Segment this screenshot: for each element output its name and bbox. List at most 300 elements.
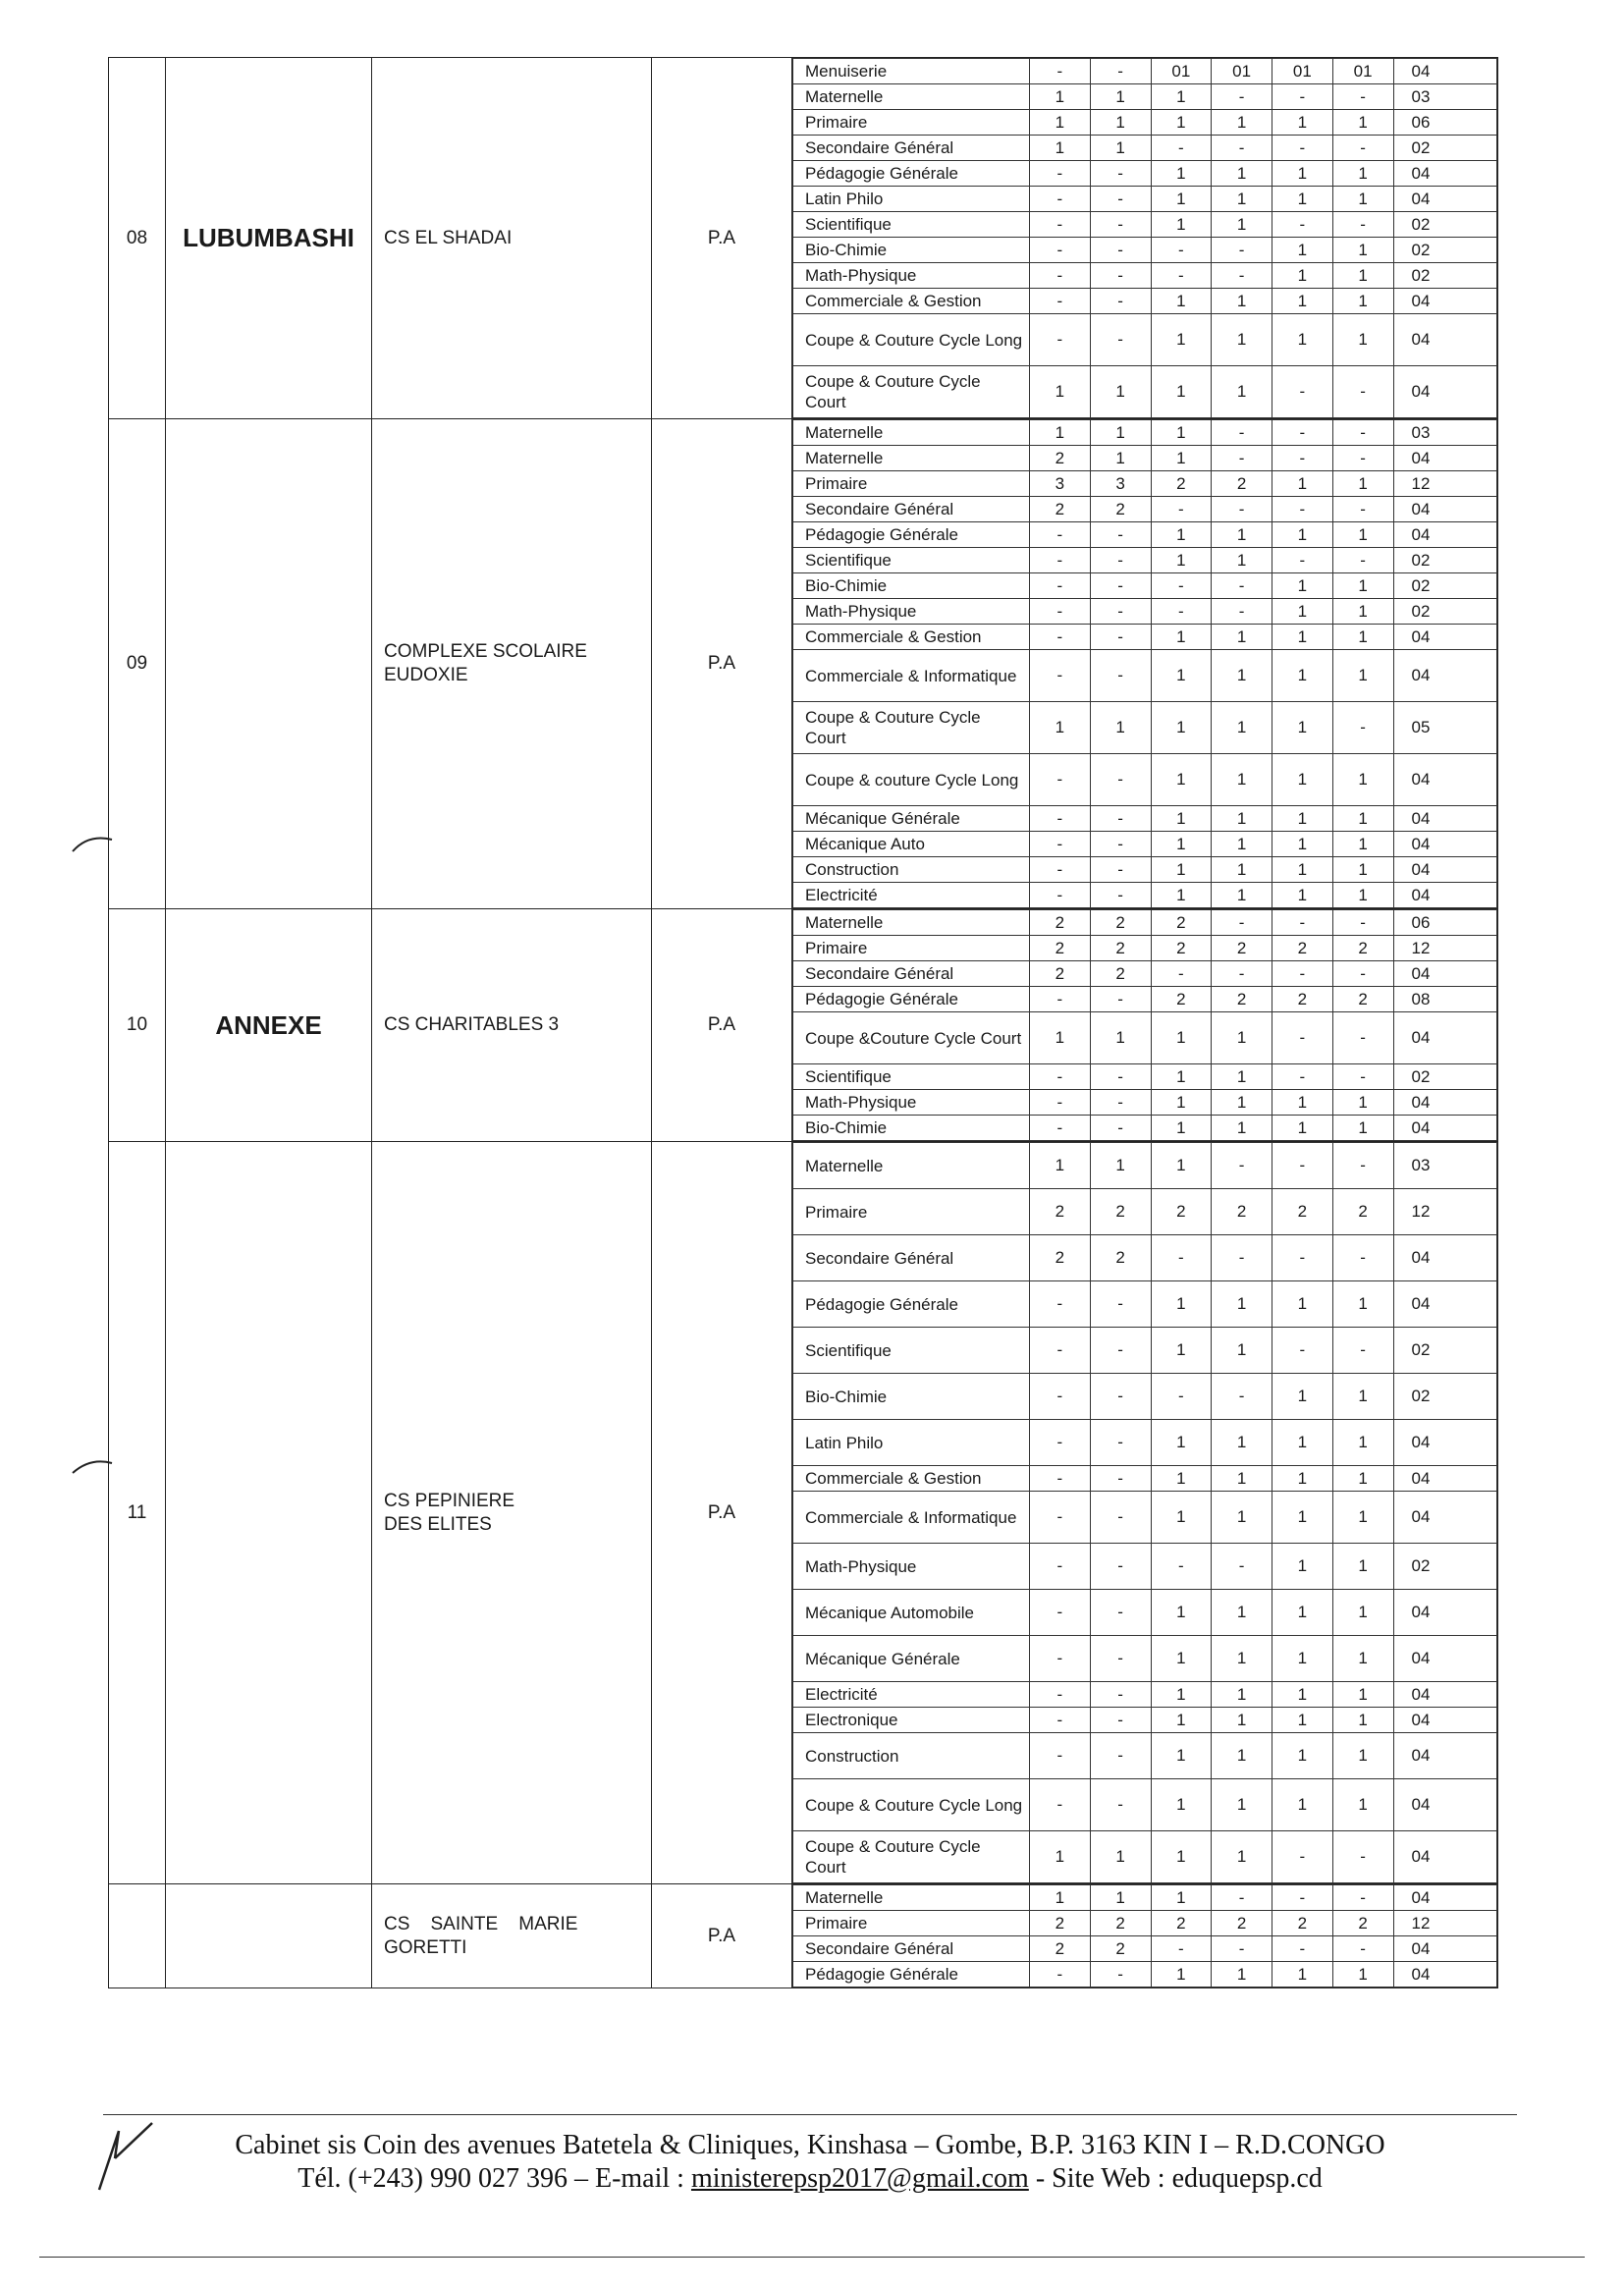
year-count-cell: - [1030,987,1091,1012]
year-count-cell: - [1212,1936,1272,1962]
class-row [793,832,1497,857]
year-count-cell: 1 [1151,110,1212,136]
total-cell: 04 [1393,1235,1497,1281]
year-count-cell: - [1332,1328,1393,1374]
year-count-cell: 2 [1090,497,1151,522]
year-count-cell: 1 [1332,883,1393,908]
total-cell: 04 [1393,161,1497,187]
year-count-cell: 1 [1151,625,1212,650]
year-count-cell: 1 [1030,136,1091,161]
year-count-cell: - [1332,1936,1393,1962]
total-cell: 04 [1393,806,1497,832]
year-count-cell: 1 [1272,625,1333,650]
year-count-cell: 2 [1272,936,1333,961]
year-count-cell: - [1090,1090,1151,1116]
class-grid [792,1884,1498,1988]
class-row [793,1328,1497,1374]
year-count-cell: 1 [1151,289,1212,314]
year-count-cell: 1 [1090,366,1151,418]
total-cell: 02 [1393,212,1497,238]
year-count-cell: - [1030,1492,1091,1544]
year-count-cell: - [1212,446,1272,471]
total-cell: 03 [1393,84,1497,110]
year-count-cell: - [1030,1682,1091,1708]
year-count-cell: 1 [1030,110,1091,136]
total-cell: 02 [1393,136,1497,161]
year-count-cell: 1 [1212,1328,1272,1374]
row-number [109,1884,166,1988]
year-count-cell: - [1332,961,1393,987]
filiere-label: Coupe & Couture Cycle Court [793,702,1030,754]
class-row [793,1590,1497,1636]
year-count-cell: 1 [1332,1962,1393,1988]
year-count-cell: 1 [1272,187,1333,212]
year-count-cell: - [1090,1328,1151,1374]
year-count-cell: 1 [1151,522,1212,548]
class-row [793,1189,1497,1235]
year-count-cell: 1 [1090,84,1151,110]
year-count-cell: 1 [1030,1012,1091,1064]
year-count-cell: 2 [1332,1189,1393,1235]
year-count-cell: 1 [1151,1143,1212,1189]
total-cell: 04 [1393,1281,1497,1328]
year-count-cell: - [1030,1636,1091,1682]
filiere-label: Maternelle [793,420,1030,446]
year-count-cell: 1 [1151,1708,1212,1733]
year-count-cell: - [1212,420,1272,446]
class-row [793,1708,1497,1733]
total-cell: 04 [1393,1466,1497,1492]
year-count-cell: - [1272,1064,1333,1090]
total-cell: 04 [1393,1420,1497,1466]
year-count-cell: - [1030,883,1091,908]
year-count-cell: 2 [1090,936,1151,961]
school-block-row [109,1142,1498,1884]
year-count-cell: 1 [1090,1831,1151,1883]
year-count-cell: - [1030,1328,1091,1374]
class-row [793,1831,1497,1883]
total-cell: 02 [1393,548,1497,573]
total-cell: 04 [1393,883,1497,908]
classes-subtable [792,909,1497,1141]
year-count-cell: 1 [1212,1962,1272,1988]
year-count-cell: 1 [1151,1420,1212,1466]
year-count-cell: 2 [1030,446,1091,471]
year-count-cell: 1 [1151,754,1212,806]
year-count-cell: 1 [1272,1492,1333,1544]
total-cell: 12 [1393,1911,1497,1936]
year-count-cell: - [1272,446,1333,471]
year-count-cell: 1 [1332,1590,1393,1636]
filiere-label: Commerciale & Gestion [793,289,1030,314]
year-count-cell: 1 [1272,650,1333,702]
filiere-label: Math-Physique [793,1544,1030,1590]
school-block-row [109,419,1498,909]
filiere-label: Latin Philo [793,1420,1030,1466]
year-count-cell: 1 [1151,1779,1212,1831]
year-count-cell: 1 [1151,187,1212,212]
year-count-cell: 1 [1212,366,1272,418]
class-row [793,1116,1497,1141]
year-count-cell: 1 [1272,806,1333,832]
class-row [793,1012,1497,1064]
year-count-cell: - [1212,1374,1272,1420]
filiere-label: Pédagogie Générale [793,987,1030,1012]
class-row [793,84,1497,110]
year-count-cell: 2 [1212,987,1272,1012]
year-count-cell: 1 [1332,599,1393,625]
footer [103,2114,1517,2196]
filiere-label: Maternelle [793,1143,1030,1189]
year-count-cell: 1 [1332,1682,1393,1708]
year-count-cell: 1 [1272,1733,1333,1779]
year-count-cell: 1 [1332,471,1393,497]
year-count-cell: 1 [1212,110,1272,136]
filiere-label: Commerciale & Gestion [793,1466,1030,1492]
total-cell: 02 [1393,1064,1497,1090]
total-cell: 02 [1393,1544,1497,1590]
filiere-label: Primaire [793,110,1030,136]
total-cell: 02 [1393,238,1497,263]
year-count-cell: 1 [1212,806,1272,832]
year-count-cell: 1 [1272,702,1333,754]
year-count-cell: - [1030,522,1091,548]
year-count-cell: 1 [1030,420,1091,446]
class-grid [792,58,1498,419]
year-count-cell: 1 [1151,84,1212,110]
year-count-cell: 2 [1090,910,1151,936]
filiere-label: Mécanique Automobile [793,1590,1030,1636]
filiere-label: Commerciale & Gestion [793,625,1030,650]
total-cell: 04 [1393,1682,1497,1708]
year-count-cell: - [1030,1590,1091,1636]
year-count-cell: 1 [1151,702,1212,754]
filiere-label: Maternelle [793,1885,1030,1911]
school-name [372,1884,652,1988]
total-cell: 04 [1393,446,1497,471]
year-count-cell: - [1030,599,1091,625]
year-count-cell: 1 [1212,1466,1272,1492]
year-count-cell: - [1090,314,1151,366]
year-count-cell: 1 [1332,1374,1393,1420]
year-count-cell: 1 [1272,161,1333,187]
year-count-cell: 1 [1332,857,1393,883]
year-count-cell: 2 [1151,1911,1212,1936]
filiere-label: Mécanique Auto [793,832,1030,857]
year-count-cell: - [1030,1466,1091,1492]
year-count-cell: - [1332,446,1393,471]
year-count-cell: - [1030,573,1091,599]
filiere-label: Bio-Chimie [793,1116,1030,1141]
year-count-cell: 1 [1212,1831,1272,1883]
year-count-cell: 1 [1212,187,1272,212]
year-count-cell: - [1090,1636,1151,1682]
classes-subtable [792,419,1497,908]
year-count-cell: 1 [1332,650,1393,702]
filiere-label: Secondaire Général [793,497,1030,522]
total-cell: 04 [1393,1116,1497,1141]
year-count-cell: - [1030,857,1091,883]
total-cell: 04 [1393,832,1497,857]
year-count-cell: 1 [1332,1492,1393,1544]
class-row [793,806,1497,832]
filiere-label: Bio-Chimie [793,573,1030,599]
class-row [793,161,1497,187]
year-count-cell: 1 [1090,1143,1151,1189]
year-count-cell: 2 [1090,961,1151,987]
school-name-line: CS PEPINIERE [384,1490,515,1511]
year-count-cell: 1 [1151,1090,1212,1116]
class-row [793,446,1497,471]
filiere-label: Primaire [793,1189,1030,1235]
filiere-label: Coupe & Couture Cycle Court [793,366,1030,418]
year-count-cell: - [1151,1235,1212,1281]
year-count-cell: 1 [1212,1590,1272,1636]
class-row [793,136,1497,161]
year-count-cell: 1 [1151,832,1212,857]
year-count-cell: 1 [1272,471,1333,497]
year-count-cell: 1 [1332,1544,1393,1590]
class-row [793,883,1497,908]
year-count-cell: - [1272,497,1333,522]
year-count-cell: - [1090,212,1151,238]
school-block-row [109,909,1498,1142]
footer-email-link[interactable]: ministerepsp2017@gmail.com [690,2163,1029,2194]
year-count-cell: 1 [1090,446,1151,471]
year-count-cell: - [1030,1420,1091,1466]
year-count-cell: - [1272,366,1333,418]
filiere-label: Pédagogie Générale [793,1962,1030,1988]
year-count-cell: 1 [1332,314,1393,366]
year-count-cell: 2 [1212,936,1272,961]
year-count-cell: - [1090,883,1151,908]
year-count-cell: 1 [1212,1012,1272,1064]
regime: P.A [652,909,792,1142]
year-count-cell: 1 [1151,420,1212,446]
year-count-cell: 01 [1272,59,1333,84]
total-cell: 04 [1393,366,1497,418]
year-count-cell: 1 [1272,1779,1333,1831]
year-count-cell: - [1090,1420,1151,1466]
year-count-cell: 1 [1151,446,1212,471]
year-count-cell: 1 [1332,806,1393,832]
year-count-cell: - [1212,599,1272,625]
total-cell: 02 [1393,1328,1497,1374]
year-count-cell: 1 [1332,187,1393,212]
year-count-cell: 1 [1212,702,1272,754]
year-count-cell: 1 [1151,1962,1212,1988]
year-count-cell: 1 [1272,754,1333,806]
year-count-cell: - [1030,187,1091,212]
year-count-cell: - [1151,497,1212,522]
school-name [372,909,652,1142]
year-count-cell: - [1030,1779,1091,1831]
year-count-cell: 1 [1151,1590,1212,1636]
year-count-cell: 2 [1272,1911,1333,1936]
year-count-cell: 1 [1212,1492,1272,1544]
year-count-cell: 1 [1212,161,1272,187]
year-count-cell: 1 [1272,1090,1333,1116]
year-count-cell: - [1151,1544,1212,1590]
year-count-cell: - [1332,136,1393,161]
year-count-cell: 2 [1030,1189,1091,1235]
year-count-cell: - [1030,832,1091,857]
year-count-cell: 1 [1151,1636,1212,1682]
school-name [372,419,652,909]
year-count-cell: 1 [1151,857,1212,883]
year-count-cell: - [1272,136,1333,161]
year-count-cell: 1 [1272,832,1333,857]
year-count-cell: - [1030,1116,1091,1141]
year-count-cell: 1 [1212,1682,1272,1708]
year-count-cell: - [1272,84,1333,110]
total-cell: 04 [1393,497,1497,522]
year-count-cell: 1 [1272,1682,1333,1708]
school-block-row [109,58,1498,419]
binding-mark-lower [69,1453,118,1483]
year-count-cell: 2 [1212,1911,1272,1936]
row-number: 09 [109,419,166,909]
year-count-cell: - [1030,1962,1091,1988]
year-count-cell: - [1090,573,1151,599]
year-count-cell: - [1212,497,1272,522]
year-count-cell: - [1332,420,1393,446]
filiere-label: Scientifique [793,1328,1030,1374]
class-row [793,314,1497,366]
total-cell: 04 [1393,289,1497,314]
class-row [793,1936,1497,1962]
year-count-cell: 1 [1332,238,1393,263]
year-count-cell: - [1030,625,1091,650]
year-count-cell: 1 [1030,366,1091,418]
total-cell: 04 [1393,1012,1497,1064]
total-cell: 04 [1393,1090,1497,1116]
year-count-cell: 1 [1212,522,1272,548]
city-name: ANNEXE [166,909,372,1142]
class-row [793,110,1497,136]
year-count-cell: - [1090,59,1151,84]
year-count-cell: 1 [1332,1733,1393,1779]
total-cell: 04 [1393,625,1497,650]
year-count-cell: - [1090,1733,1151,1779]
year-count-cell: 1 [1212,625,1272,650]
class-row [793,1682,1497,1708]
year-count-cell: - [1151,1374,1212,1420]
year-count-cell: 1 [1332,110,1393,136]
year-count-cell: 1 [1212,754,1272,806]
year-count-cell: 1 [1272,1466,1333,1492]
city-name [166,1142,372,1884]
school-name-line: DES ELITES [384,1513,492,1535]
year-count-cell: - [1212,1235,1272,1281]
filiere-label: Maternelle [793,446,1030,471]
year-count-cell: - [1212,1885,1272,1911]
year-count-cell: 2 [1030,1936,1091,1962]
class-row [793,910,1497,936]
year-count-cell: - [1212,910,1272,936]
total-cell: 04 [1393,1779,1497,1831]
year-count-cell: 1 [1212,1064,1272,1090]
year-count-cell: 1 [1332,573,1393,599]
year-count-cell: - [1090,1064,1151,1090]
year-count-cell: - [1272,910,1333,936]
school-name [372,1142,652,1884]
year-count-cell: 1 [1212,857,1272,883]
year-count-cell: - [1272,212,1333,238]
regime: P.A [652,1884,792,1988]
year-count-cell: 2 [1030,497,1091,522]
filiere-label: Secondaire Général [793,1936,1030,1962]
class-row [793,59,1497,84]
year-count-cell: - [1030,754,1091,806]
year-count-cell: - [1090,522,1151,548]
year-count-cell: - [1030,1281,1091,1328]
year-count-cell: - [1332,1831,1393,1883]
class-row [793,1143,1497,1189]
footer-contact [103,2162,1517,2196]
filiere-label: Math-Physique [793,1090,1030,1116]
total-cell: 04 [1393,1962,1497,1988]
year-count-cell: 1 [1151,548,1212,573]
row-number: 10 [109,909,166,1142]
year-count-cell: 1 [1332,522,1393,548]
year-count-cell: 1 [1151,1064,1212,1090]
pen-stroke-mark [93,2119,182,2198]
year-count-cell: - [1090,1590,1151,1636]
year-count-cell: 1 [1212,1708,1272,1733]
filiere-label: Coupe & Couture Cycle Long [793,1779,1030,1831]
year-count-cell: - [1090,599,1151,625]
year-count-cell: - [1090,857,1151,883]
class-row [793,1420,1497,1466]
year-count-cell: 1 [1272,1590,1333,1636]
year-count-cell: - [1151,1936,1212,1962]
year-count-cell: 2 [1030,936,1091,961]
class-row [793,548,1497,573]
regime: P.A [652,1142,792,1884]
filiere-label: Math-Physique [793,263,1030,289]
year-count-cell: 1 [1030,1885,1091,1911]
total-cell: 02 [1393,599,1497,625]
filiere-label: Primaire [793,471,1030,497]
total-cell: 04 [1393,187,1497,212]
year-count-cell: 1 [1212,1090,1272,1116]
filiere-label: Commerciale & Informatique [793,1492,1030,1544]
class-row [793,573,1497,599]
class-row [793,1636,1497,1682]
year-count-cell: - [1030,1090,1091,1116]
regime: P.A [652,58,792,419]
total-cell: 03 [1393,1143,1497,1189]
filiere-label: Mécanique Générale [793,806,1030,832]
year-count-cell: 2 [1030,1235,1091,1281]
year-count-cell: 2 [1272,987,1333,1012]
filiere-label: Construction [793,1733,1030,1779]
filiere-label: Construction [793,857,1030,883]
school-name-line: GORETTI [384,1936,467,1958]
year-count-cell: - [1332,1012,1393,1064]
year-count-cell: 1 [1151,314,1212,366]
class-grid [792,909,1498,1142]
year-count-cell: 2 [1151,1189,1212,1235]
year-count-cell: - [1272,1012,1333,1064]
year-count-cell: - [1030,263,1091,289]
year-count-cell: 1 [1332,1420,1393,1466]
year-count-cell: 2 [1030,910,1091,936]
year-count-cell: - [1332,366,1393,418]
year-count-cell: 2 [1090,1235,1151,1281]
school-name [372,58,652,419]
